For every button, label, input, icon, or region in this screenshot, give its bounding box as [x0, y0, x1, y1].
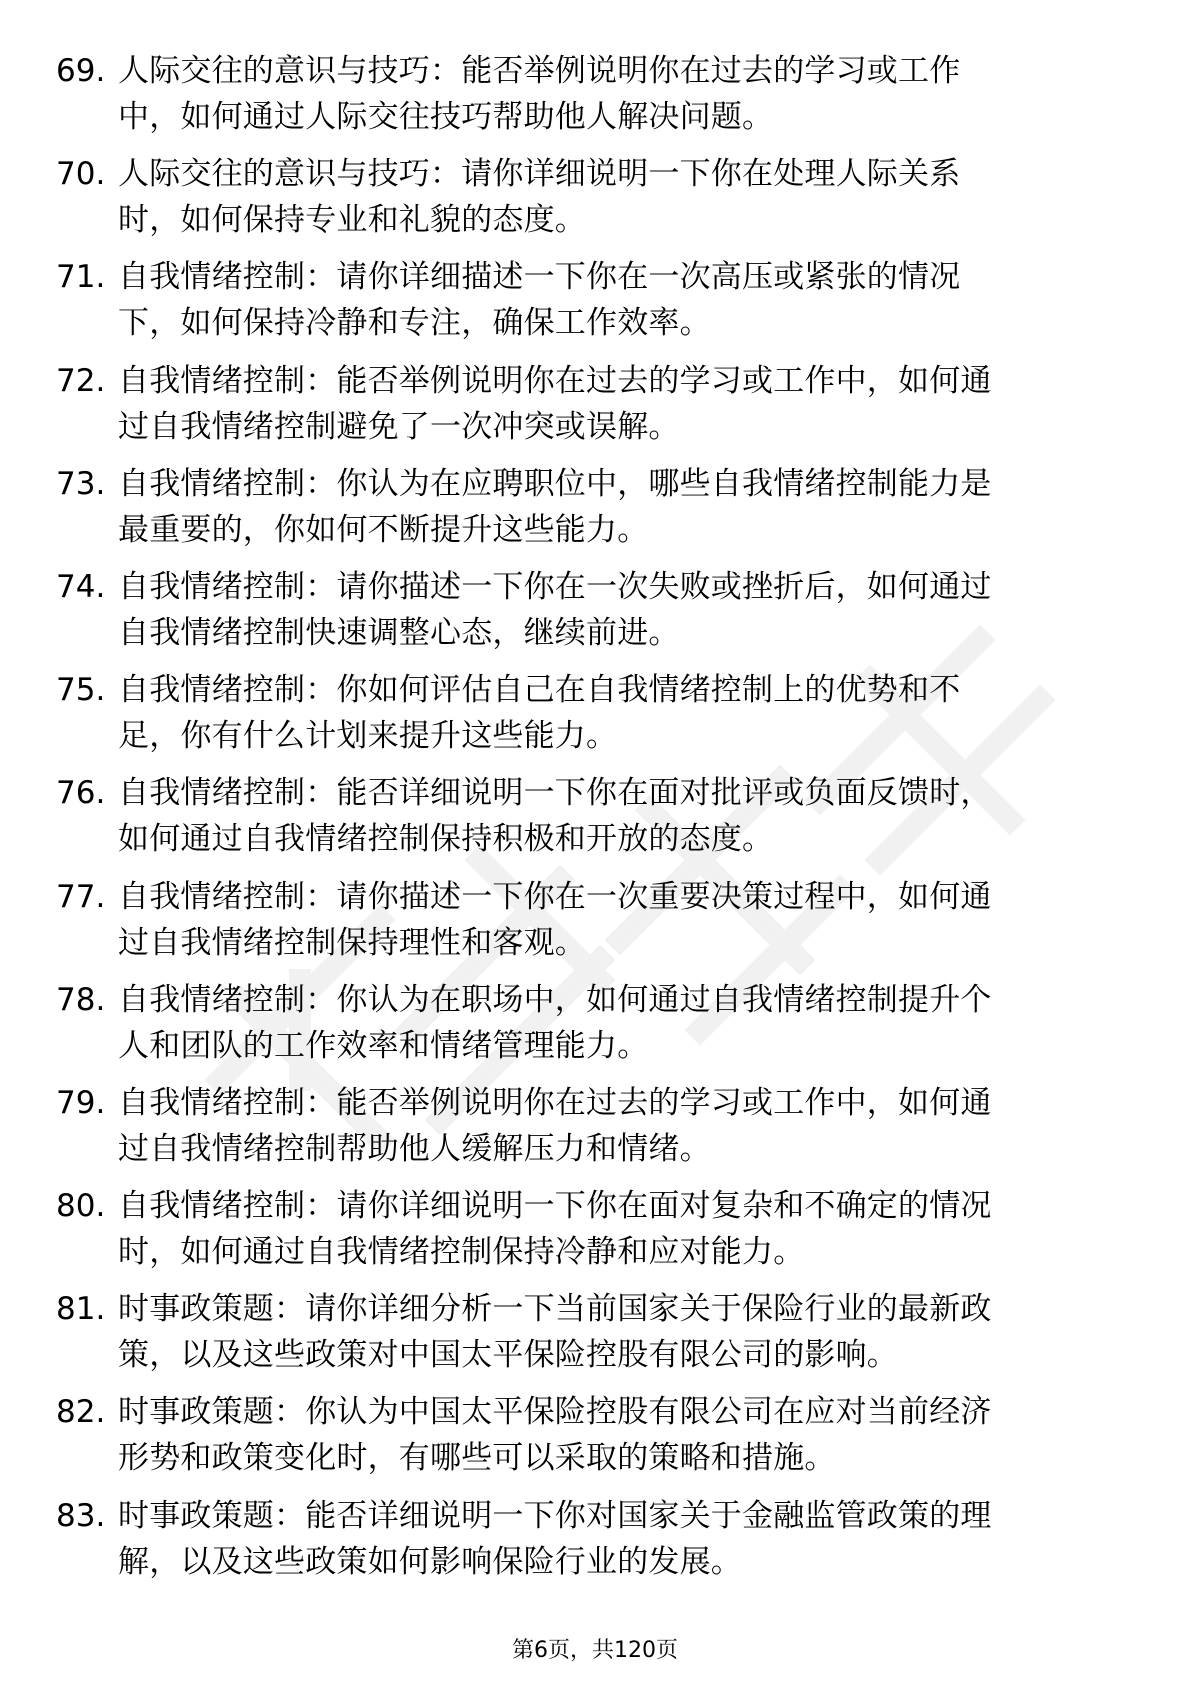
- question-item-79: [0, 1080, 1190, 1183]
- question-item-76: [0, 770, 1190, 873]
- question-text-line-2: 过自我情绪控制避免了一次冲突或误解。: [118, 408, 680, 445]
- question-number: 72.: [56, 362, 106, 399]
- question-item-72: [0, 358, 1190, 461]
- question-text-line-1: 自我情绪控制：能否举例说明你在过去的学习或工作中，如何通: [118, 362, 992, 399]
- page-footer: [0, 1636, 1190, 1666]
- question-text-line-1: 时事政策题：你认为中国太平保险控股有限公司在应对当前经济: [118, 1394, 992, 1431]
- question-text-line-1: 人际交往的意识与技巧：能否举例说明你在过去的学习或工作: [118, 53, 961, 89]
- question-number: 69.: [56, 53, 106, 89]
- question-item-78: [0, 977, 1190, 1080]
- question-number: 70.: [56, 156, 106, 193]
- question-number: 79.: [56, 1084, 106, 1121]
- question-item-70: [0, 151, 1190, 254]
- question-item-75: [0, 667, 1190, 770]
- question-text-line-2: 解，以及这些政策如何影响保险行业的发展。: [118, 1543, 742, 1580]
- question-text-line-2: 足，你有什么计划来提升这些能力。: [118, 718, 618, 755]
- question-text-line-2: 最重要的，你如何不断提升这些能力。: [118, 511, 649, 548]
- question-text-line-1: 自我情绪控制：你如何评估自己在自我情绪控制上的优势和不: [118, 672, 961, 709]
- question-text-line-1: 自我情绪控制：请你详细说明一下你在面对复杂和不确定的情况: [118, 1188, 992, 1225]
- question-text-line-1: 时事政策题：能否详细说明一下你对国家关于金融监管政策的理: [118, 1497, 992, 1534]
- question-item-73: [0, 461, 1190, 564]
- question-number: 74.: [56, 568, 106, 605]
- question-text-line-1: 自我情绪控制：你认为在职场中，如何通过自我情绪控制提升个: [118, 981, 992, 1018]
- question-number: 75.: [56, 672, 106, 709]
- question-item-81: [0, 1286, 1190, 1389]
- question-text-line-1: 自我情绪控制：请你描述一下你在一次重要决策过程中，如何通: [118, 878, 992, 915]
- question-text-line-2: 过自我情绪控制保持理性和客观。: [118, 924, 586, 961]
- question-item-69: [0, 48, 1190, 151]
- question-item-82: [0, 1389, 1190, 1492]
- question-number: 81.: [56, 1291, 106, 1328]
- question-text-line-2: 策，以及这些政策对中国太平保险控股有限公司的影响。: [118, 1337, 898, 1374]
- question-text-line-1: 自我情绪控制：能否详细说明一下你在面对批评或负面反馈时，: [118, 775, 992, 812]
- question-text-line-1: 时事政策题：请你详细分析一下当前国家关于保险行业的最新政: [118, 1291, 992, 1328]
- question-text-line-2: 如何通过自我情绪控制保持积极和开放的态度。: [118, 821, 774, 858]
- question-text-line-2: 时，如何通过自我情绪控制保持冷静和应对能力。: [118, 1234, 805, 1271]
- question-item-71: [0, 254, 1190, 357]
- question-item-80: [0, 1183, 1190, 1286]
- question-number: 73.: [56, 465, 106, 502]
- question-text-line-2: 形势和政策变化时，有哪些可以采取的策略和措施。: [118, 1440, 836, 1477]
- question-number: 82.: [56, 1394, 106, 1431]
- question-number: 83.: [56, 1497, 106, 1534]
- question-item-83: [0, 1493, 1190, 1596]
- question-text-line-2: 人和团队的工作效率和情绪管理能力。: [118, 1027, 649, 1064]
- question-text-line-2: 中，如何通过人际交往技巧帮助他人解决问题。: [118, 99, 774, 135]
- page-number-label: 第6页，共120页: [512, 1638, 678, 1663]
- question-item-77: [0, 874, 1190, 977]
- question-number: 76.: [56, 775, 106, 812]
- question-list: [0, 48, 1190, 1596]
- question-number: 77.: [56, 878, 106, 915]
- question-text-line-1: 自我情绪控制：你认为在应聘职位中，哪些自我情绪控制能力是: [118, 465, 992, 502]
- question-text-line-1: 自我情绪控制：请你描述一下你在一次失败或挫折后，如何通过: [118, 568, 992, 605]
- question-number: 71.: [56, 259, 106, 296]
- question-text-line-2: 自我情绪控制快速调整心态，继续前进。: [118, 614, 680, 651]
- question-item-74: [0, 564, 1190, 667]
- question-text-line-1: 自我情绪控制：能否举例说明你在过去的学习或工作中，如何通: [118, 1084, 992, 1121]
- question-number: 78.: [56, 981, 106, 1018]
- question-text-line-1: 自我情绪控制：请你详细描述一下你在一次高压或紧张的情况: [118, 259, 961, 296]
- question-text-line-2: 时，如何保持专业和礼貌的态度。: [118, 202, 586, 239]
- question-number: 80.: [56, 1188, 106, 1225]
- question-text-line-2: 下，如何保持冷静和专注，确保工作效率。: [118, 305, 711, 342]
- question-text-line-2: 过自我情绪控制帮助他人缓解压力和情绪。: [118, 1130, 711, 1167]
- question-text-line-1: 人际交往的意识与技巧：请你详细说明一下你在处理人际关系: [118, 156, 961, 193]
